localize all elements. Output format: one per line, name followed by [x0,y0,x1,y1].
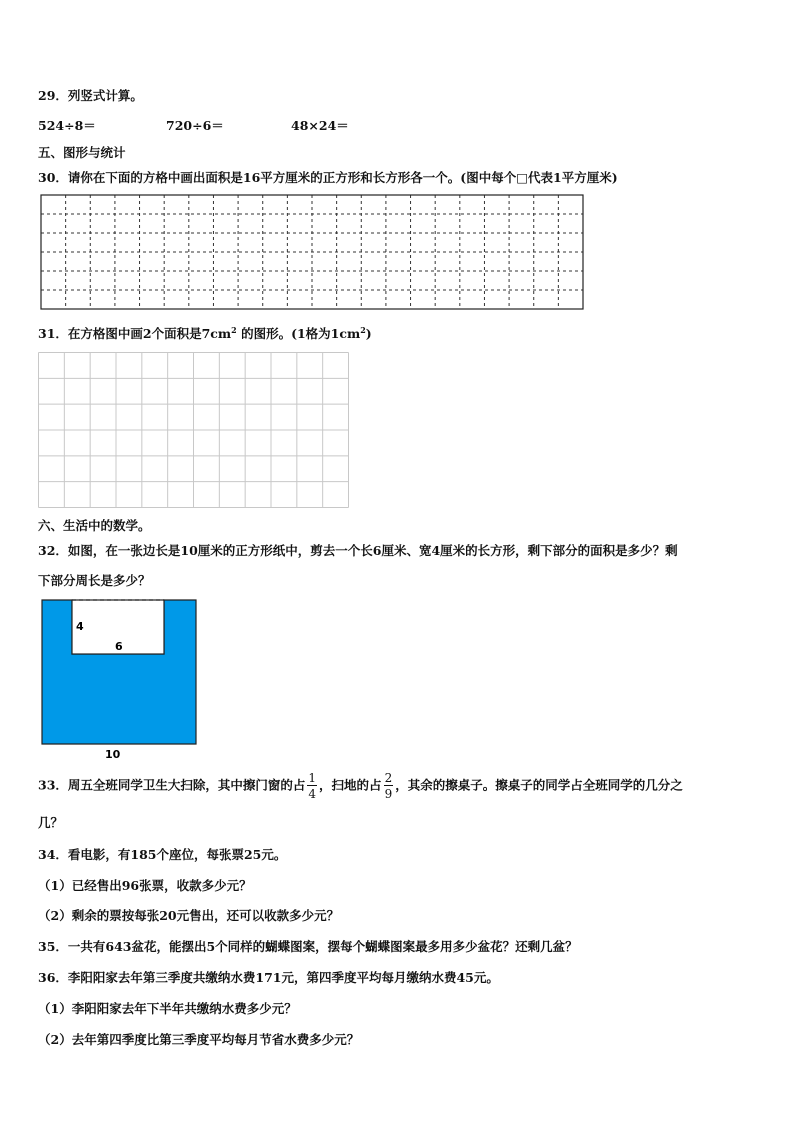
q29-title: 29．列竖式计算。 [38,88,143,103]
fraction-1-4 [307,772,317,800]
q31-text [38,324,372,342]
q34-sub-1: （1）已经售出96张票，收款多少元？ [38,878,252,893]
fraction-2-denominator: 9 [384,787,393,801]
label-length: 6 [115,640,123,653]
q34-text: 34．看电影，有185个座位，每张票25元。 [38,847,287,862]
q31-middle: 的图形。(1格为1cm [236,326,361,341]
q30-text: 30．请你在下面的方格中画出面积是16平方厘米的正方形和长方形各一个。(图中每个□代表1平方厘米) [38,170,618,185]
fraction-2-numerator: 2 [384,771,393,785]
q29-item-2: 720÷6＝ [166,118,224,133]
q36-sub-1: （1）李阳阳家去年下半年共缴纳水费多少元？ [38,1001,297,1016]
label-side: 10 [105,748,121,761]
q29-item-3: 48×24＝ [291,118,349,133]
q33-part-1: 33．周五全班同学卫生大扫除，其中擦门窗的占 [38,777,306,793]
section-6-heading: 六、生活中的数学。 [38,518,151,533]
q32-figure [38,596,202,762]
q36-sub-2: （2）去年第四季度比第三季度平均每月节省水费多少元？ [38,1032,360,1047]
q31-suffix: ) [365,326,372,341]
fraction-1-denominator: 4 [308,787,317,801]
section-5-heading: 五、图形与统计 [38,145,126,160]
q32-text-line-2: 下部分周长是多少？ [38,573,151,588]
fraction-1-numerator: 1 [308,771,317,785]
q33-part-3: ，其余的擦桌子。擦桌子的同学占全班同学的几分之 [395,777,683,793]
q31-sup-2: 2 [360,324,366,335]
q35-text: 35．一共有643盆花，能摆出5个同样的蝴蝶图案，摆每个蝴蝶图案最多用多少盆花？还剩几盆？ [38,939,578,954]
q34-sub-2: （2）剩余的票按每张20元售出，还可以收款多少元？ [38,908,340,923]
q36-text: 36．李阳阳家去年第三季度共缴纳水费171元，第四季度平均每月缴纳水费45元。 [38,970,499,985]
label-width: 4 [76,620,84,633]
q31-prefix: 31．在方格图中画2个面积是7cm [38,326,232,341]
q33-text-line-2: 几？ [38,815,64,830]
q31-sup-1: 2 [231,324,237,335]
q33-text-line-1 [38,772,683,800]
q33-part-2: ，扫地的占 [319,777,382,793]
q32-text-line-1: 32．如图，在一张边长是10厘米的正方形纸中，剪去一个长6厘米、宽4厘米的长方形，剩下部分的面积是多少？剩 [38,543,678,558]
q31-square-grid[interactable] [38,352,349,508]
q30-dashed-grid[interactable] [40,194,584,310]
q29-item-1: 524÷8＝ [38,118,96,133]
fraction-2-9 [384,772,394,800]
